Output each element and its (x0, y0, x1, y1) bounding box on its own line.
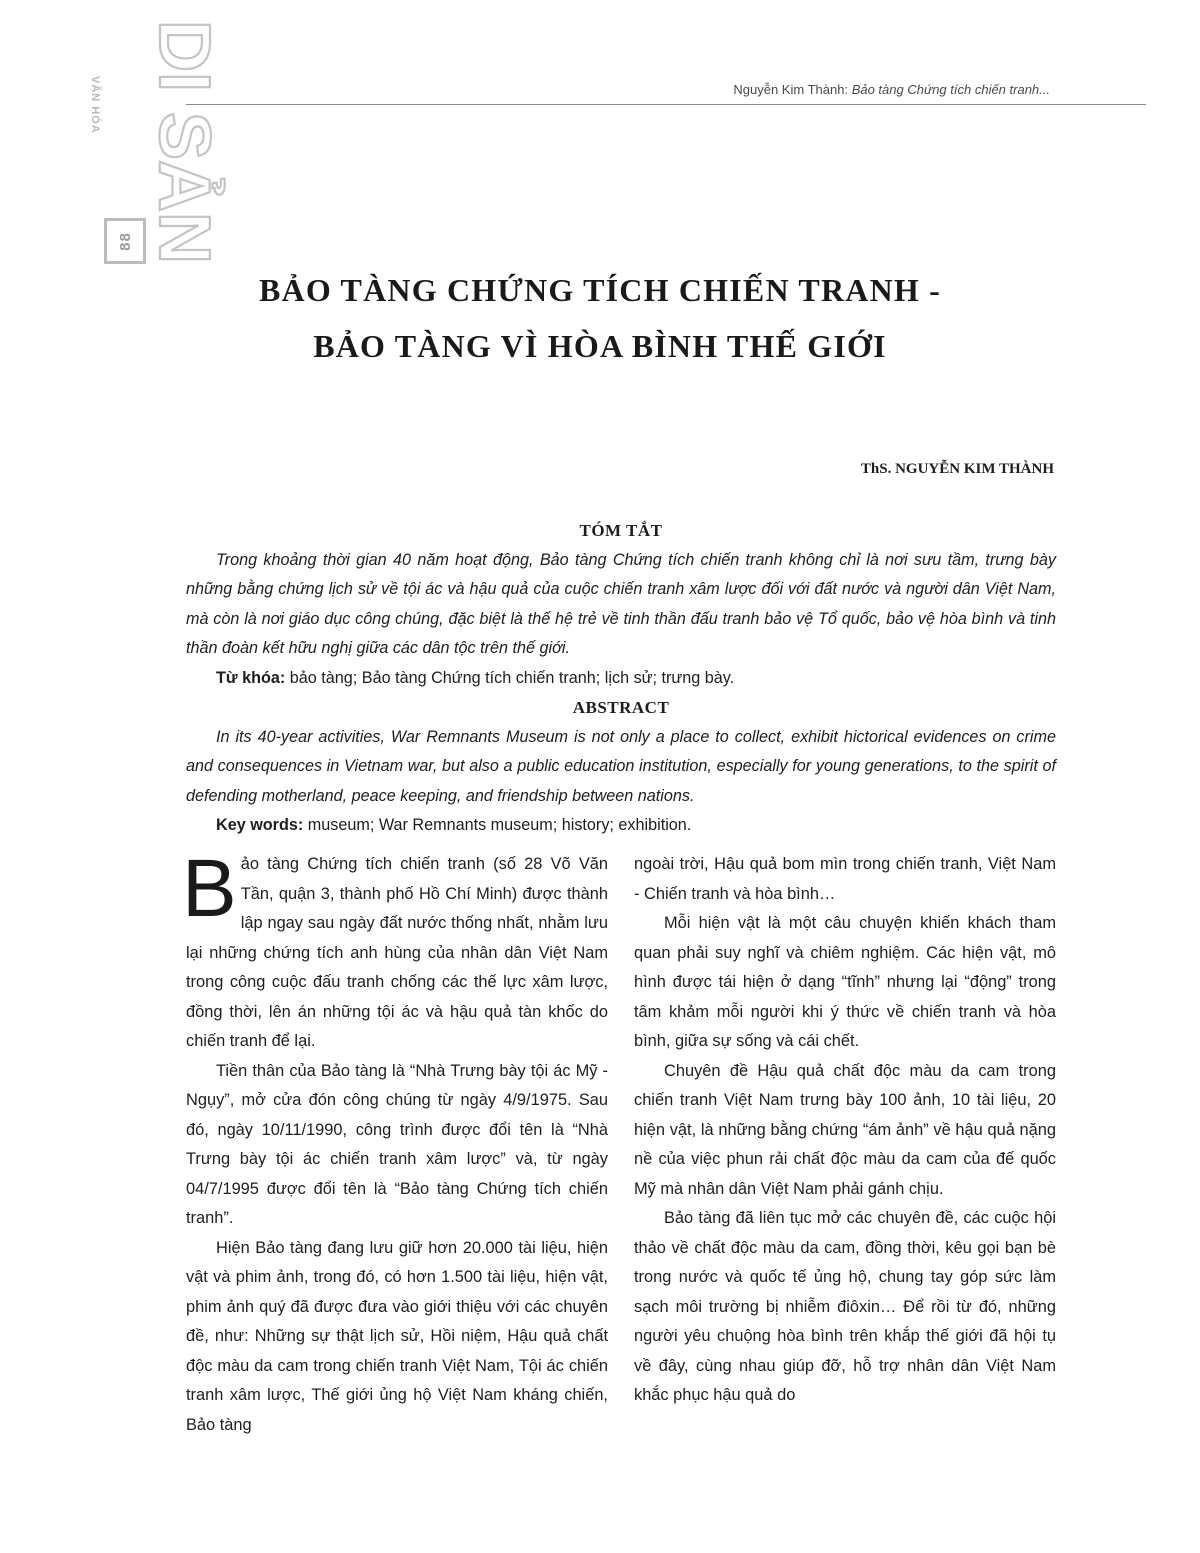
body-column-left (182, 843, 608, 1440)
page-number: 88 (116, 231, 134, 251)
running-header-title: Bảo tàng Chứng tích chiến tranh... (851, 82, 1050, 97)
body-column-right (634, 850, 1056, 1411)
body-paragraph: Bảo tàng đã liên tục mở các chuyên đề, các cuộc hội thảo về chất độc màu da cam, đồng thời, kêu gọi bạn bè trong nước và quốc tế ủng hộ, chung tay góp sức làm sạch môi trường bị nhiễm điôxin… Để rồi từ đó, những người yêu chuộng hòa bình trên khắp thế giới đã hội tụ về đây, cùng nhau giúp đỡ, hỗ trợ nhân dân Việt Nam khắc phục hậu quả do (634, 1209, 1056, 1404)
title-line-2: BẢO TÀNG VÌ HÒA BÌNH THẾ GIỚI (313, 328, 887, 364)
article-title (150, 262, 1050, 374)
logo-subtitle: VĂN HÓA (89, 76, 101, 134)
abstract-keywords-value: museum; War Remnants museum; history; exhibition. (303, 816, 692, 834)
abstract-keywords (186, 811, 1056, 841)
abstract-text: In its 40-year activities, War Remnants Museum is not only a place to collect, exhibit hictorical evidences on crime and consequences in Vietnam war, but also a public education institution, especially for young generations, to the spirit of defending motherland, peace keeping, and friendship between nations. (186, 727, 1056, 805)
author-byline: ThS. NGUYỄN KIM THÀNH (860, 461, 1054, 477)
body-paragraph: Mỗi hiện vật là một câu chuyện khiến khách tham quan phải suy nghĩ và chiêm nghiệm. Các hiện vật, mô hình được tái hiện ở dạng “tĩnh” nhưng lại “động” trong tâm khảm mỗi người khi ý thức về chiến tranh và hòa bình, giữa sự sống và cái chết. (634, 914, 1056, 1050)
header-rule (186, 104, 1146, 105)
logo-title: DI SẢN (144, 20, 224, 265)
abstract-block (186, 516, 1056, 841)
abstract-keywords-label: Key words: (216, 816, 304, 834)
summary-heading: TÓM TẮT (579, 521, 663, 540)
body-paragraph (182, 843, 608, 1057)
page-number-box (104, 218, 146, 264)
running-header-author: Nguyễn Kim Thành: (733, 82, 849, 97)
summary-keywords-label: Từ khóa: (216, 668, 286, 687)
body-paragraph: ngoài trời, Hậu quả bom mìn trong chiến tranh, Việt Nam - Chiến tranh và hòa bình… (634, 855, 1056, 903)
body-paragraph: Tiền thân của Bảo tàng là “Nhà Trưng bày tội ác Mỹ - Ngụy”, mở cửa đón công chúng từ ngày 4/9/1975. Sau đó, ngày 10/11/1990, công trình được đổi tên là “Nhà Trưng bày tội ác chiến tranh xâm lược” và, từ ngày 04/7/1995 được đổi tên là “Bảo tàng Chứng tích chiến tranh”. (186, 1061, 608, 1227)
running-header (600, 82, 1050, 97)
title-line-1: BẢO TÀNG CHỨNG TÍCH CHIẾN TRANH - (258, 272, 942, 308)
drop-cap: B (182, 843, 237, 934)
summary-keywords-value: bảo tàng; Bảo tàng Chứng tích chiến tranh; lịch sử; trưng bày. (285, 668, 735, 687)
summary-keywords (186, 664, 1056, 694)
body-paragraph: Hiện Bảo tàng đang lưu giữ hơn 20.000 tài liệu, hiện vật và phim ảnh, trong đó, có hơn 1.500 tài liệu, hiện vật, phim ảnh quý đã được đưa vào giới thiệu với các chuyên đề, như: Những sự thật lịch sử, Hồi niệm, Hậu quả chất độc màu da cam trong chiến tranh Việt Nam, Tội ác chiến tranh xâm lược, Thế giới ủng hộ Việt Nam kháng chiến, Bảo tàng (186, 1238, 608, 1434)
body-paragraph-text: ảo tàng Chứng tích chiến tranh (số 28 Võ Văn Tần, quận 3, thành phố Hồ Chí Minh) được thành lập ngay sau ngày đất nước thống nhất, nhằm lưu lại những chứng tích anh hùng của nhân dân Việt Nam trong công cuộc đấu tranh chống các thế lực xâm lược, đồng thời, lên án những tội ác và hậu quả tàn khốc do chiến tranh để lại. (186, 855, 608, 1050)
summary-text: Trong khoảng thời gian 40 năm hoạt động, Bảo tàng Chứng tích chiến tranh không chỉ là nơi sưu tầm, trưng bày những bằng chứng lịch sử về tội ác và hậu quả của cuộc chiến tranh xâm lược đối với đất nước và người dân Việt Nam, mà còn là nơi giáo dục công chúng, đặc biệt là thế hệ trẻ về tinh thần đấu tranh bảo vệ Tổ quốc, bảo vệ hòa bình và tinh thần đoàn kết hữu nghị giữa các dân tộc trên thế giới. (186, 550, 1056, 657)
abstract-heading: ABSTRACT (572, 698, 670, 717)
body-paragraph: Chuyên đề Hậu quả chất độc màu da cam trong chiến tranh Việt Nam trưng bày 100 ảnh, 10 tài liệu, 20 hiện vật, là những bằng chứng “ám ảnh” về hậu quả nặng nề của việc phun rải chất độc màu da cam của đế quốc Mỹ mà nhân dân Việt Nam phải gánh chịu. (634, 1061, 1056, 1198)
